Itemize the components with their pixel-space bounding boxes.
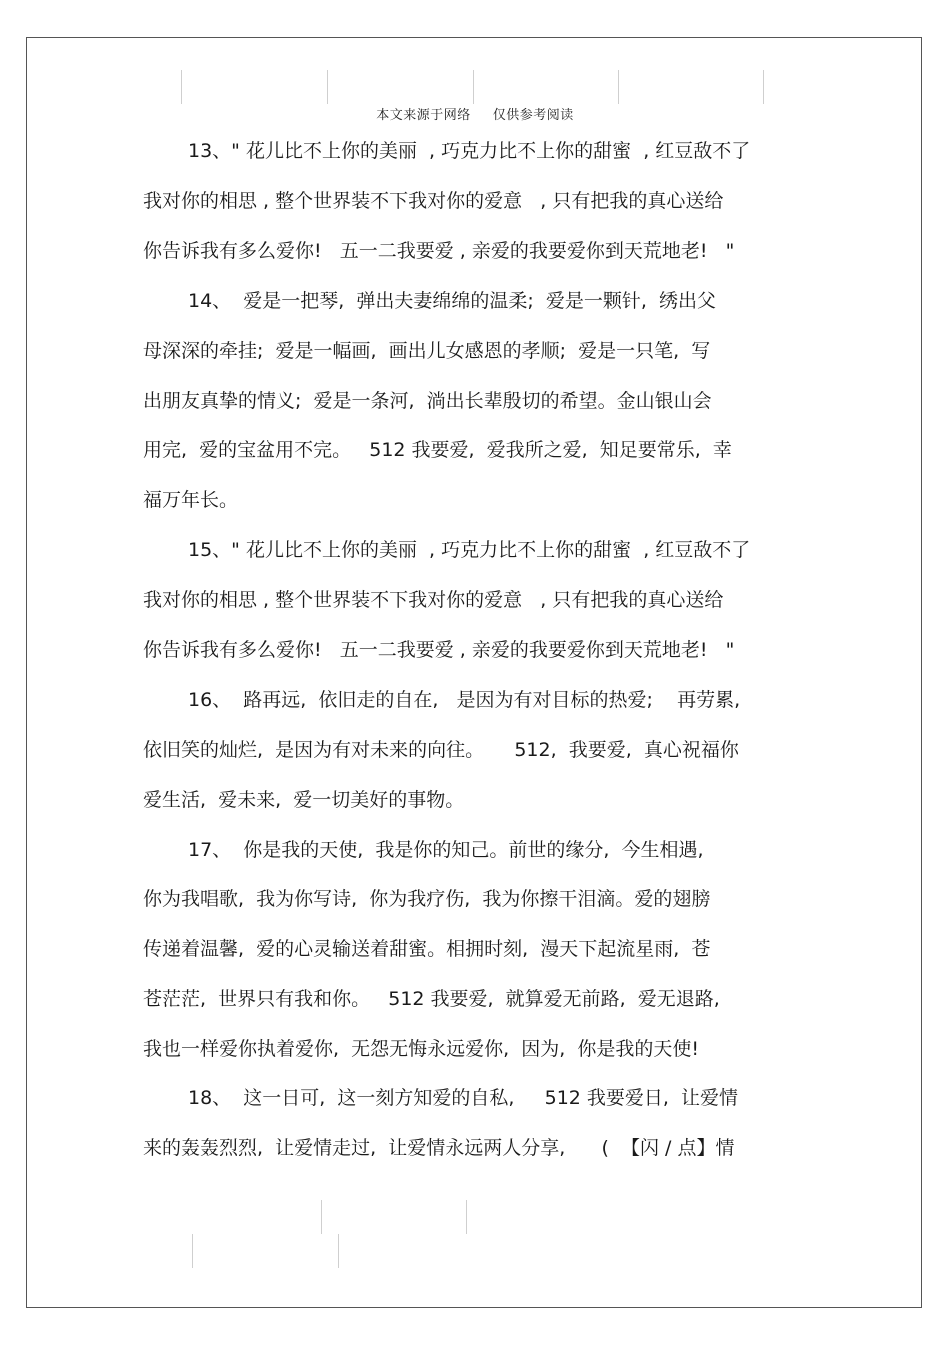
text-line: 18、 这一日可, 这一刻方知爱的自私, 512 我要爱日, 让爱情 [188,1087,739,1109]
source-note-left: 本文来源于网络 [376,108,471,123]
text-line: 传递着温馨, 爱的心灵输送着甜蜜。相拥时刻, 漫天下起流星雨, 苍 [143,938,711,960]
text-line: 你告诉我有多么爱你! 五一二我要爱 , 亲爱的我要爱你到天荒地老! " [143,240,735,262]
text-line: 我对你的相思 , 整个世界装不下我对你的爱意 , 只有把我的真心送给 [143,589,724,611]
text-line: 我也一样爱你执着爱你, 无怨无悔永远爱你, 因为, 你是我的天使! [143,1038,699,1060]
text-line: 苍茫茫, 世界只有我和你。 512 我要爱, 就算爱无前路, 爱无退路, [143,988,720,1010]
text-line: 13、" 花儿比不上你的美丽 , 巧克力比不上你的甜蜜 , 红豆敌不了 [188,140,751,162]
source-note-right: 仅供参考阅读 [492,108,574,123]
text-line: 来的轰轰烈烈, 让爱情走过, 让爱情永远两人分享, ( 【闪 / 点】情 [143,1137,735,1159]
text-line: 用完, 爱的宝盆用不完。 512 我要爱, 爱我所之爱, 知足要常乐, 幸 [143,439,732,461]
text-line: 出朋友真挚的情义; 爱是一条河, 淌出长辈殷切的希望。金山银山会 [143,390,712,412]
text-line: 15、" 花儿比不上你的美丽 , 巧克力比不上你的甜蜜 , 红豆敌不了 [188,539,751,561]
text-line: 16、 路再远, 依旧走的自在, 是因为有对目标的热爱; 再劳累, [188,689,741,711]
text-line: 你为我唱歌, 我为你写诗, 你为我疗伤, 我为你擦干泪滴。爱的翅膀 [143,888,711,910]
text-line: 我对你的相思 , 整个世界装不下我对你的爱意 , 只有把我的真心送给 [143,190,724,212]
text-line: 14、 爱是一把琴, 弹出夫妻绵绵的温柔; 爱是一颗针, 绣出父 [188,290,716,312]
text-line: 爱生活, 爱未来, 爱一切美好的事物。 [143,789,465,811]
header-divider [181,70,182,104]
footer-divider [338,1234,339,1268]
header-divider [763,70,764,104]
header-divider [473,70,474,104]
footer-divider [321,1200,322,1234]
footer-divider [192,1234,193,1268]
text-line: 依旧笑的灿烂, 是因为有对未来的向往。 512, 我要爱, 真心祝福你 [143,739,739,761]
page-border [26,37,922,1308]
text-line: 母深深的牵挂; 爱是一幅画, 画出儿女感恩的孝顺; 爱是一只笔, 写 [143,340,711,362]
header-divider [618,70,619,104]
source-note [0,104,950,123]
text-line: 17、 你是我的天使, 我是你的知己。前世的缘分, 今生相遇, [188,839,704,861]
header-divider [327,70,328,104]
footer-divider [466,1200,467,1234]
text-line: 福万年长。 [143,489,239,511]
text-line: 你告诉我有多么爱你! 五一二我要爱 , 亲爱的我要爱你到天荒地老! " [143,639,735,661]
